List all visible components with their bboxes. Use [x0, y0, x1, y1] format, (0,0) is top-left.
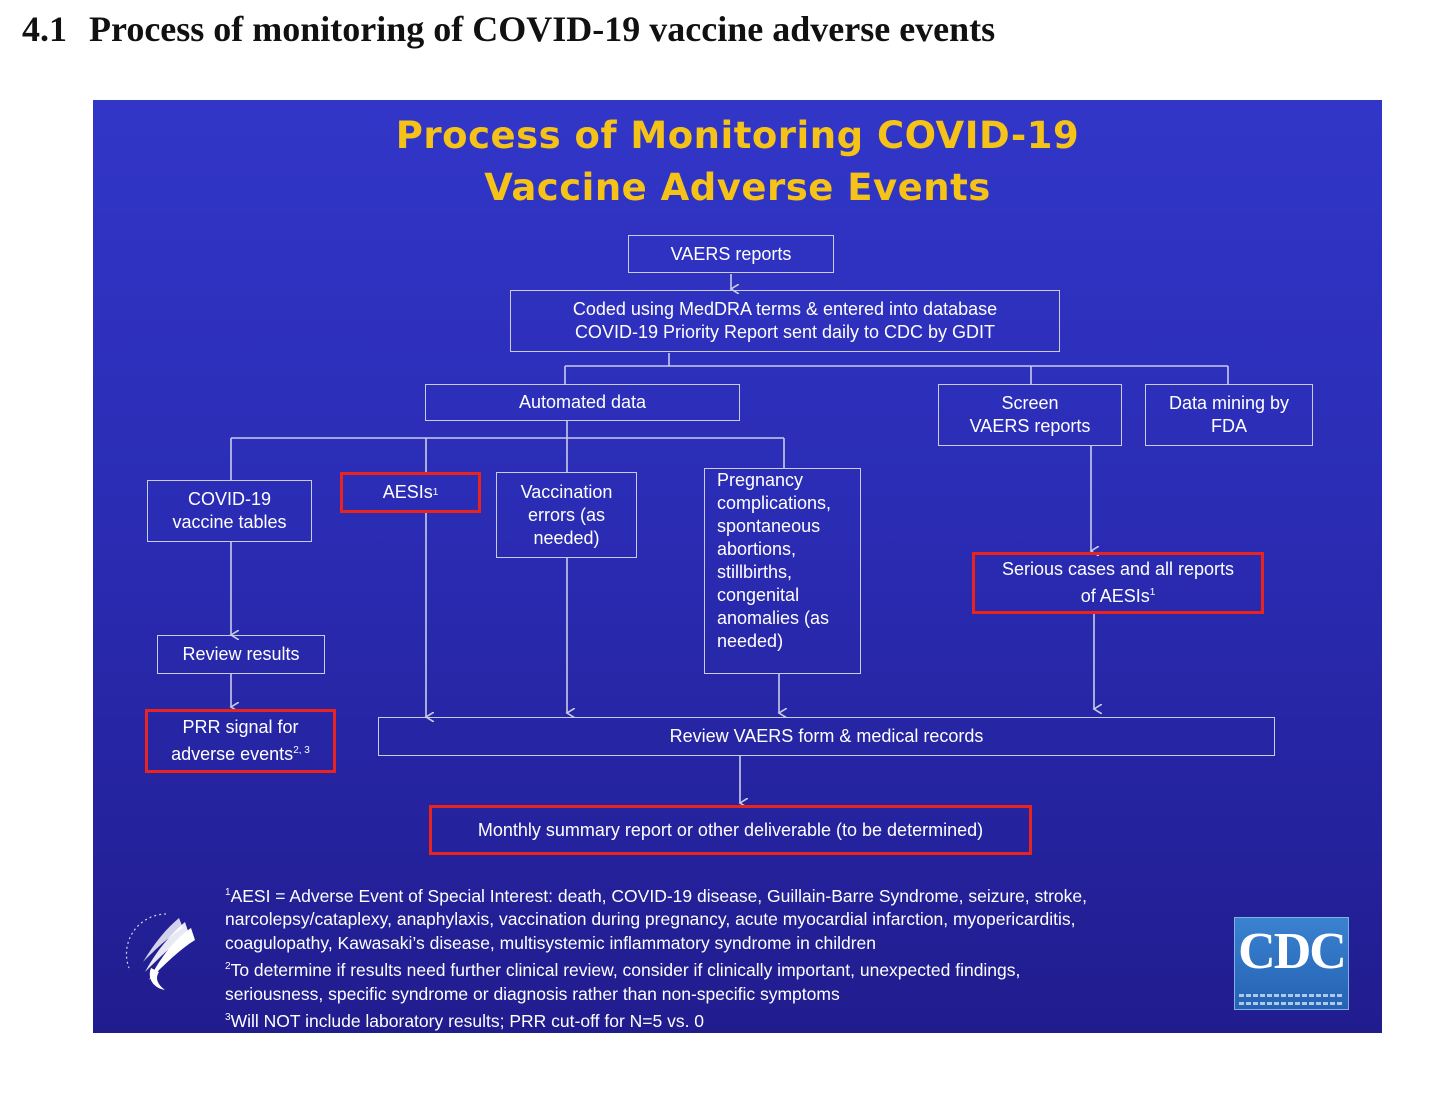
footnote-2-line-1: To determine if results need further clinical review, consider if clinically important, unexpected findings, [230, 960, 1021, 981]
node-prr-sup: 2, 3 [293, 745, 310, 756]
node-pregnancy-line: needed) [717, 631, 784, 651]
hhs-eagle-icon [121, 908, 211, 998]
node-serious-line-2-wrap [1081, 581, 1156, 608]
slide-title-line-2: Vaccine Adverse Events [484, 166, 991, 209]
node-aesis-sup: 1 [432, 487, 439, 498]
node-prr-line-2: adverse events [171, 744, 294, 764]
node-pregnancy-line: anomalies (as [717, 608, 830, 628]
node-review-vaers-label: Review VAERS form & medical records [669, 726, 984, 746]
footnote-1 [225, 881, 1087, 1033]
node-serious-sup: 1 [1149, 587, 1156, 598]
node-monthly-summary [429, 805, 1032, 855]
node-coded-line-1: Coded using MedDRA terms & entered into database [572, 299, 998, 319]
node-data-mining-fda [1145, 384, 1313, 446]
footnote-1-mark: 1 [225, 887, 231, 898]
node-serious-line-1: Serious cases and all reports [1001, 559, 1235, 579]
node-pregnancy-line: stillbirths, [717, 562, 793, 582]
node-screen-line-1: Screen [1001, 393, 1059, 413]
footnote-3-mark: 3 [225, 1012, 231, 1024]
node-coded-meddra [510, 290, 1060, 352]
node-vacc-errors-line-2: errors (as [527, 504, 605, 525]
footnote-3-line-1: Will NOT include laboratory results; PRR cut-off for N=5 vs. 0 [230, 1010, 705, 1031]
node-vaers-reports-label: VAERS reports [670, 243, 792, 264]
footnote-1-line-2: narcolepsy/cataplexy, anaphylaxis, vaccination during pregnancy, acute myocardial infarction, myopericarditis, [225, 909, 1076, 930]
node-aesis [340, 472, 481, 513]
footnote-1-line-3: coagulopathy, Kawasaki’s disease, multisystemic inflammatory syndrome in children [225, 932, 877, 953]
node-screen-vaers [938, 384, 1122, 446]
node-pregnancy-line: abortions, [717, 539, 797, 559]
node-datamining-line-2: FDA [1211, 416, 1247, 436]
node-review-results [157, 635, 325, 674]
node-vacc-errors-line-3: needed) [533, 527, 600, 548]
flowchart-slide [93, 100, 1382, 1033]
section-number: 4.1 [22, 9, 67, 49]
node-pregnancy-line: spontaneous [717, 516, 821, 536]
node-pregnancy-line: congenital [717, 585, 800, 605]
node-prr-line-1: PRR signal for [182, 717, 299, 737]
node-datamining-line-1: Data mining by [1168, 393, 1290, 413]
node-review-results-label: Review results [182, 644, 300, 664]
node-serious-cases [972, 552, 1264, 614]
slide-title-line-1: Process of Monitoring COVID-19 [395, 114, 1080, 157]
node-vaccination-errors [496, 472, 637, 558]
node-vacc-errors-line-1: Vaccination [520, 481, 613, 502]
cdc-logo-text: CDC [1238, 923, 1345, 980]
node-vaccine-tables-line-1: COVID-19 [187, 489, 272, 509]
cdc-logo [1234, 917, 1349, 1010]
cdc-logo-tagline-mark [1239, 994, 1344, 997]
node-automated-data-label: Automated data [518, 392, 647, 412]
node-monthly-label: Monthly summary report or other deliverable (to be determined) [477, 819, 984, 840]
node-pregnancy-complications [704, 468, 861, 674]
cdc-logo-tagline-mark [1239, 1002, 1344, 1005]
section-heading [22, 8, 995, 50]
node-pregnancy-line: complications, [717, 493, 832, 513]
node-prr-line-2-wrap [171, 739, 310, 766]
node-aesis-label: AESIs [382, 482, 433, 502]
node-screen-line-2: VAERS reports [969, 416, 1091, 436]
node-vaccine-tables [147, 480, 312, 542]
node-pregnancy-line: Pregnancy [717, 470, 804, 490]
node-review-vaers-form [378, 717, 1275, 756]
node-vaers-reports [628, 235, 834, 273]
section-title: Process of monitoring of COVID-19 vaccine adverse events [89, 9, 996, 49]
node-automated-data [425, 384, 740, 421]
node-coded-line-2: COVID-19 Priority Report sent daily to CDC by GDIT [574, 322, 996, 342]
footnote-2-mark: 2 [225, 961, 231, 973]
node-serious-line-2: of AESIs [1080, 586, 1150, 606]
node-vaccine-tables-line-2: vaccine tables [172, 512, 287, 532]
footnote-1-line-1: AESI = Adverse Event of Special Interest: death, COVID-19 disease, Guillain-Barre Syndrome, seizure, stroke, [230, 885, 1088, 906]
node-prr-signal [145, 709, 336, 773]
footnote-2-line-2: seriousness, specific syndrome or diagnosis rather than non-specific symptoms [225, 983, 840, 1004]
